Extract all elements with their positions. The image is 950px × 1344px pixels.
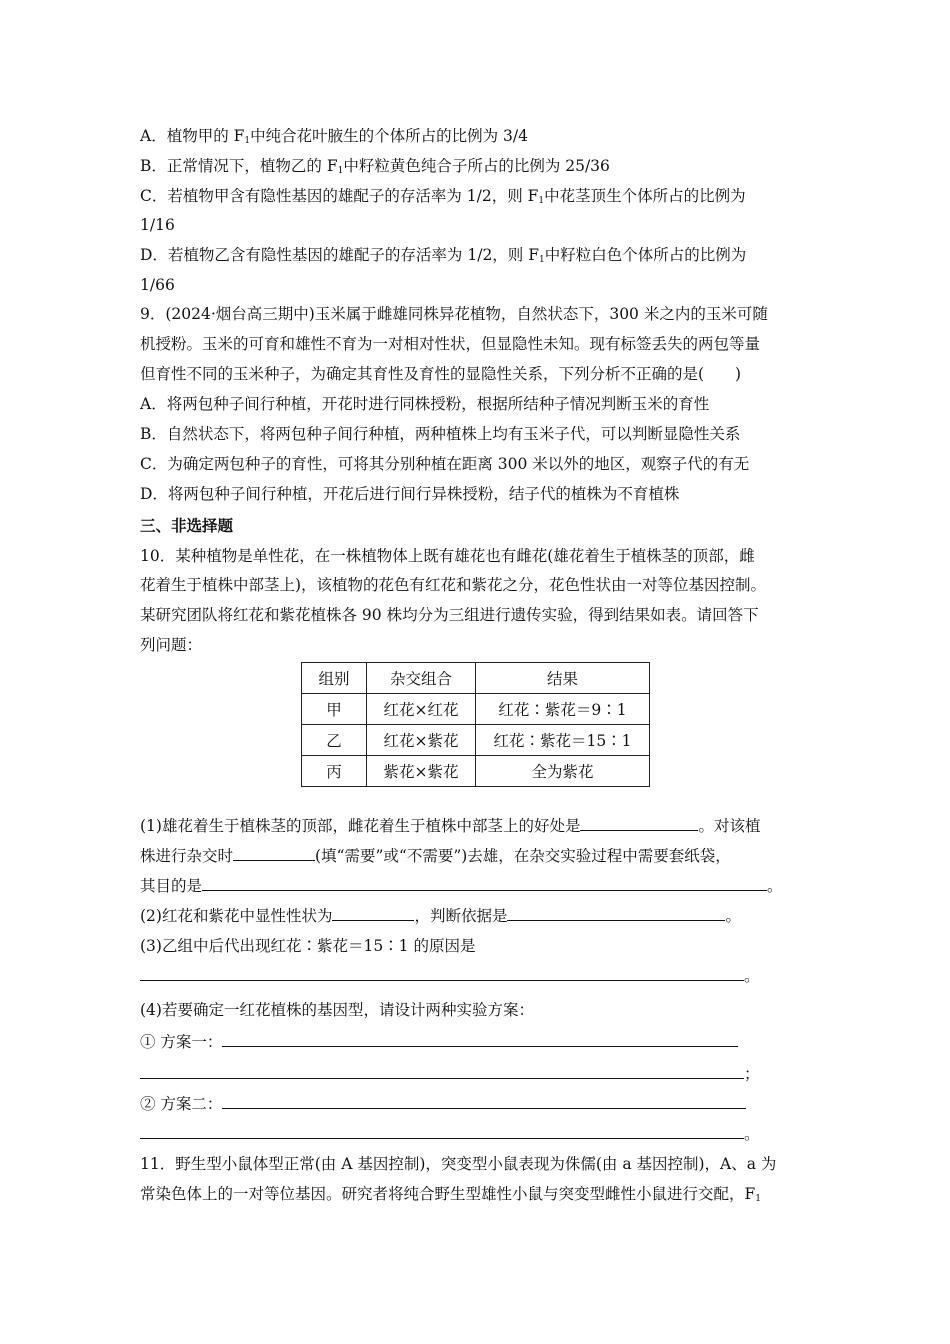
q9-stem-1: 9．(2024·烟台高三期中)玉米属于雌雄同株异花植物，自然状态下，300 米之内的玉米可随	[140, 305, 768, 323]
answer-blank[interactable]	[222, 1032, 738, 1047]
q10-part1-line1: (1)雄花着生于植株茎的顶部，雌花着生于植株中部茎上的好处是 。对该植	[140, 817, 761, 835]
q10-plan1: ① 方案一：	[140, 1032, 738, 1052]
table-row	[302, 694, 650, 725]
table-cell: 红花×紫花	[367, 725, 476, 756]
q9-option-d: D．将两包种子间行种植，开花后进行间行异株授粉，结子代的植株为不育植株	[140, 485, 680, 503]
q9-option-b: B．自然状态下，将两包种子间行种植，两种植株上均有玉米子代，可以判断显隐性关系	[140, 425, 741, 443]
q8-option-c: C．若植物甲含有隐性基因的雄配子的存活率为 1/2，则 $F_1$中花茎顶生个体所占的比例为	[140, 187, 746, 206]
q10-part3-answer: 。	[140, 966, 760, 986]
table-cell: 红花×红花	[367, 694, 476, 725]
table-cell: 红花∶紫花＝9∶1	[476, 694, 650, 725]
table-cell: 紫花×紫花	[367, 756, 476, 787]
q11-stem-2: 常染色体上的一对等位基因。研究者将纯合野生型雄性小鼠与突变型雌性小鼠进行交配，$F_1$	[140, 1185, 761, 1204]
q8-option-b: B．正常情况下，植物乙的 $F_1$中籽粒黄色纯合子所占的比例为 25/36	[140, 157, 610, 176]
q8-option-a: A．植物甲的 $F_1$中纯合花叶腋生的个体所占的比例为 3/4	[140, 127, 528, 146]
q10-plan2: ② 方案二：	[140, 1094, 746, 1114]
q10-part1-line2: 株进行杂交时 (填“需要”或“不需要”)去雄，在杂交实验过程中需要套纸袋，	[140, 847, 731, 865]
q9-option-c: C．为确定两包种子的育性，可将其分别种植在距离 300 米以外的地区，观察子代的有无	[140, 455, 750, 473]
q8-option-d-cont: 1/66	[140, 276, 175, 294]
q10-part1-line3: 其目的是 。	[140, 877, 783, 895]
table-header-row	[302, 663, 650, 694]
answer-blank[interactable]	[507, 906, 725, 921]
q10-plan1-cont: ；	[140, 1064, 760, 1084]
section-title: 三、非选择题	[140, 516, 234, 535]
table-cell: 乙	[302, 725, 367, 756]
answer-blank[interactable]	[140, 966, 744, 981]
answer-blank[interactable]	[332, 906, 414, 921]
q10-part2: (2)红花和紫花中显性性状为 ，判断依据是 。	[140, 907, 741, 925]
q10-part3: (3)乙组中后代出现红花∶紫花＝15∶1 的原因是	[140, 937, 476, 955]
table-cell: 丙	[302, 756, 367, 787]
table-cell: 全为紫花	[476, 756, 650, 787]
q10-plan2-cont: 。	[140, 1124, 760, 1144]
table-header: 结果	[476, 663, 650, 694]
q9-stem-2: 机授粉。玉米的可育和雄性不育为一对相对性状，但显隐性未知。现有标签丢失的两包等量	[140, 335, 761, 353]
results-table	[301, 662, 650, 787]
q8-option-d: D．若植物乙含有隐性基因的雄配子的存活率为 1/2，则 $F_1$中籽粒白色个体所占的比例为	[140, 246, 747, 265]
q9-option-a: A．将两包种子间行种植，开花时进行同株授粉，根据所结种子情况判断玉米的育性	[140, 395, 710, 413]
table-row	[302, 725, 650, 756]
answer-blank[interactable]	[140, 1064, 744, 1079]
table-header: 杂交组合	[367, 663, 476, 694]
table-cell: 红花∶紫花＝15∶1	[476, 725, 650, 756]
answer-blank[interactable]	[202, 876, 767, 891]
table-cell: 甲	[302, 694, 367, 725]
q10-part4: (4)若要确定一红花植株的基因型，请设计两种实验方案：	[140, 1001, 534, 1019]
answer-blank[interactable]	[140, 1124, 744, 1139]
q10-stem-3: 某研究团队将红花和紫花植株各 90 株均分为三组进行遗传实验，得到结果如表。请回答下	[140, 606, 759, 624]
answer-blank[interactable]	[222, 1094, 746, 1109]
answer-blank[interactable]	[233, 846, 315, 861]
q8-option-c-cont: 1/16	[140, 216, 175, 234]
q11-stem-1: 11．野生型小鼠体型正常(由 A 基因控制)，突变型小鼠表现为侏儒(由 a 基因控制)，A、a 为	[140, 1155, 777, 1173]
q9-stem-3: 但育性不同的玉米种子，为确定其育性及育性的显隐性关系，下列分析不正确的是( )	[140, 365, 742, 383]
q10-stem-1: 10．某种植物是单性花，在一株植物体上既有雄花也有雌花(雄花着生于植株茎的顶部，雌	[140, 547, 755, 565]
table-header: 组别	[302, 663, 367, 694]
q10-stem-4: 列问题：	[140, 636, 203, 654]
table-row	[302, 756, 650, 787]
answer-blank[interactable]	[580, 816, 698, 831]
q10-stem-2: 花着生于植株中部茎上)，该植物的花色有红花和紫花之分，花色性状由一对等位基因控制。	[140, 576, 767, 594]
